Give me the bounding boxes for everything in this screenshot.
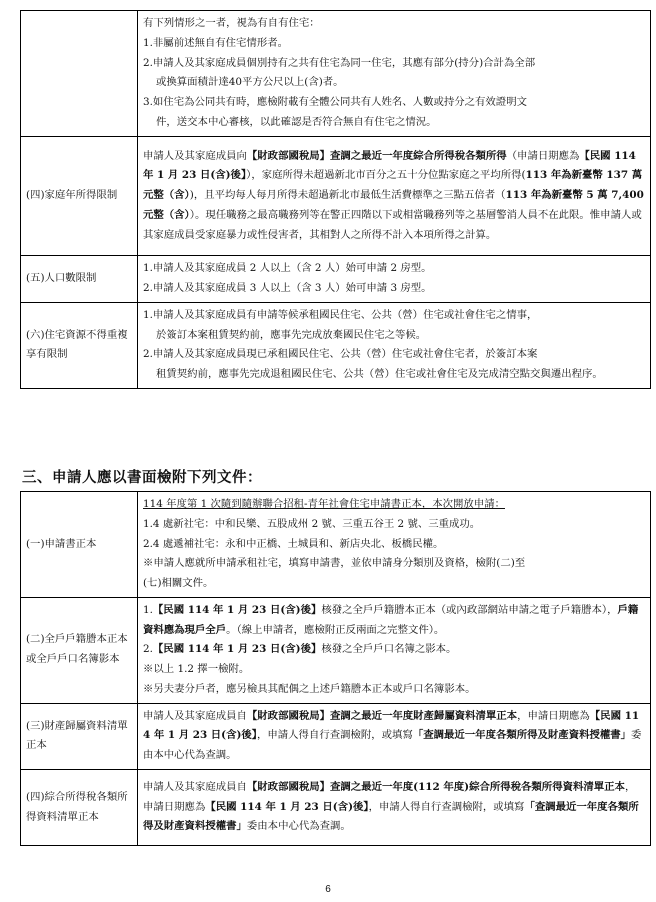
item-number: 1. — [143, 308, 153, 321]
own-house-conditions — [138, 11, 651, 137]
row-label-household-register: (二)全戶戶籍謄本正本或全戶戶口名簿影本 — [21, 597, 138, 703]
bold-text-segment: 「查調最近一年度各類所得及財產資料授權書」 — [412, 729, 632, 742]
income-tax-list-text — [138, 769, 651, 845]
bold-text-segment: 113 年為新臺幣 137 萬元整（含） — [143, 169, 643, 202]
list-item-cont: 租賃契約前，應事先完成退租國民住宅、公共（營）住宅或社會住宅及完成清空點交與遷出程序。 — [156, 368, 603, 381]
text-segment: 。（線上申請者，應檢附正反兩面之完整文件）。 — [226, 623, 445, 636]
eligibility-table — [20, 10, 651, 389]
rich-paragraph — [143, 147, 645, 246]
text-segment: )，且平均每人每月所得未超過新北市最低生活費標準之三點五倍者（ — [189, 189, 506, 202]
text-line: 1.4 處新社宅：中和民樂、五股成州 2 號、三重五谷王 2 號、三重成功。 — [143, 517, 481, 530]
list-item — [143, 345, 645, 365]
text-segment: 核發之全戶戶口名簿之影本。 — [321, 643, 457, 656]
property-list-text — [138, 703, 651, 769]
text-segment: 申請人及其家庭成員自 — [143, 709, 247, 722]
text-segment: （申請日期應為 — [506, 149, 580, 162]
documents-table — [20, 491, 651, 846]
row-label-household-size: (五)人口數限制 — [21, 256, 138, 303]
income-limit-text — [138, 136, 651, 256]
text-line: 2.申請人及其家庭成員個別持有之共有住宅為同一住宅，其應有部分(持分)合計為全部 — [143, 56, 536, 69]
table-row — [21, 492, 651, 598]
text-line: 1.非屬前述無自有住宅情形者。 — [143, 36, 288, 49]
row-label-property-list: (三)財產歸屬資料清單正本 — [21, 703, 138, 769]
household-register-text — [138, 597, 651, 703]
bold-text-segment: 查調之最近一年度綜合所得稅各類所得 — [330, 149, 507, 162]
bold-text-segment: 【民國 114 年 1 月 23 日(含)後】 — [143, 709, 640, 742]
bold-text-segment: 【民國 114 年 1 月 23 日(含)後】 — [143, 149, 636, 182]
text-segment: 核發之全戶戶籍謄本正本（或內政部網站申請之電子戶籍謄本）， — [321, 603, 618, 616]
note-line: ※另夫妻分戶者，應另檢具其配偶之上述戶籍謄本正本或戶口名簿影本。 — [143, 682, 476, 695]
table-row — [21, 136, 651, 256]
list-item — [143, 306, 645, 326]
text-segment: ），家庭所得未超過新北市百分之五十分位點家庭之平均所得( — [246, 169, 526, 182]
row-label-income-limit: (四)家庭年所得限制 — [21, 136, 138, 256]
row-label-application-form: (一)申請書正本 — [21, 492, 138, 598]
rich-paragraph — [143, 778, 645, 837]
text-segment: 委由本中心代為查調。 — [143, 729, 642, 762]
application-form-text — [138, 492, 651, 598]
list-item-cont: 於簽訂本案租賃契約前，應事先完成放棄國民住宅之等候。 — [156, 328, 427, 341]
table-row — [21, 597, 651, 703]
bold-text-segment: 【民國 114 年 1 月 23 日(含)後】 — [152, 603, 322, 616]
note-line: ※以上 1.2 擇一檢附。 — [143, 663, 250, 676]
bold-text-segment: 【民國 114 年 1 月 23 日(含)後】 — [152, 643, 322, 656]
table-row — [21, 256, 651, 303]
table-row — [21, 769, 651, 845]
section-title: 三、申請人應以書面檢附下列文件： — [22, 469, 262, 486]
text-segment: ，申請人得自行查調檢附，或填寫 — [256, 729, 413, 742]
bold-text-segment: 【財政部國稅局】 — [246, 780, 331, 793]
text-line: 1.申請人及其家庭成員 2 人以上（含 2 人）始可申請 2 房型。 — [143, 262, 432, 275]
text-line: 有下列情形之一者，視為有自有住宅： — [143, 17, 320, 29]
bold-text-segment: 戶籍資料應為現戶全戶 — [143, 603, 639, 636]
row-label-empty — [21, 11, 138, 137]
household-size-text — [138, 256, 651, 303]
text-segment: 申請人及其家庭成員向 — [143, 149, 247, 162]
item-first: 申請人及其家庭成員現已承租國民住宅、公共（營）住宅或社會住宅者，於簽訂本案 — [152, 348, 538, 361]
row-label-income-tax-list: (四)綜合所得稅各類所得資料清單正本 — [21, 769, 138, 845]
text-segment: ，申請人得自行查調檢附，或填寫 — [368, 800, 525, 813]
text-segment: 申請人及其家庭成員自 — [143, 780, 247, 793]
text-line: 2.申請人及其家庭成員 3 人以上（含 3 人）始可申請 3 房型。 — [143, 282, 432, 295]
text-segment: ，申請日期應為 — [143, 780, 636, 813]
bold-text-segment: 查調之最近一年度財產歸屬資料清單正本 — [330, 709, 518, 722]
item-first: 申請人及其家庭成員有申請等候承租國民住宅、公共（營）住宅或社會住宅之情事， — [152, 308, 538, 321]
table-row — [21, 302, 651, 388]
text-line: 或換算面積計達40平方公尺以上(含)者。 — [156, 76, 344, 89]
table-row — [21, 11, 651, 137]
bold-text-segment: 「查調最近一年度各類所得及財產資料授權書」 — [143, 800, 639, 833]
bold-text-segment: 【財政部國稅局】 — [246, 709, 331, 722]
text-line: 2.4 處遞補社宅：永和中正橋、土城員和、新店央北、板橋民權。 — [143, 537, 444, 550]
no-duplicate-text — [138, 302, 651, 388]
text-line: (七)相關文件。 — [143, 577, 214, 590]
text-line: 3.如住宅為公同共有時，應檢附載有全體公同共有人姓名、人數或持分之有效證明文 — [143, 96, 527, 109]
rich-paragraph — [143, 707, 645, 766]
bold-text-segment: 113 年為新臺幣 5 萬 7,400 元整（含） — [143, 189, 644, 221]
text-line: 件，送交本中心審核，以此確認是否符合無自有住宅之情況。 — [156, 115, 437, 128]
row-label-no-duplicate: (六)住宅資源不得重複享有限制 — [21, 302, 138, 388]
bold-text-segment: 【民國 114 年 1 月 23 日(含)後】 — [205, 800, 369, 813]
text-segment: 委由本中心代為查調。 — [246, 820, 351, 833]
text-segment: ，申請日期應為 — [517, 709, 590, 722]
rich-paragraph — [143, 640, 645, 660]
rich-paragraph — [143, 601, 645, 641]
item-number: 2. — [143, 348, 153, 361]
application-heading: 114 年度第 1 次隨到隨辦聯合招租-青年社會住宅申請書正本，本次開放申請： — [143, 498, 505, 510]
bold-text-segment: 查調之最近一年度(112 年度)綜合所得稅各類所得資料清單正本 — [330, 780, 625, 793]
text-line: ※申請人應就所申請承租社宅，填寫申請書，並依申請身分類別及資格，檢附(二)至 — [143, 557, 526, 570]
bold-text-segment: 【財政部國稅局】 — [246, 149, 331, 162]
table-row — [21, 703, 651, 769]
text-segment: ）。現任職務之最高職務列等在警正四階以下或相當職務列等之基層警消人員不在此限。惟申請人或其家庭成員受家庭暴力或性侵害者，其相對人之所得不計入本項所得之計算。 — [143, 208, 642, 241]
text-segment: 1. — [143, 603, 153, 616]
text-segment: 2. — [143, 643, 153, 656]
page-number: 6 — [325, 884, 331, 895]
